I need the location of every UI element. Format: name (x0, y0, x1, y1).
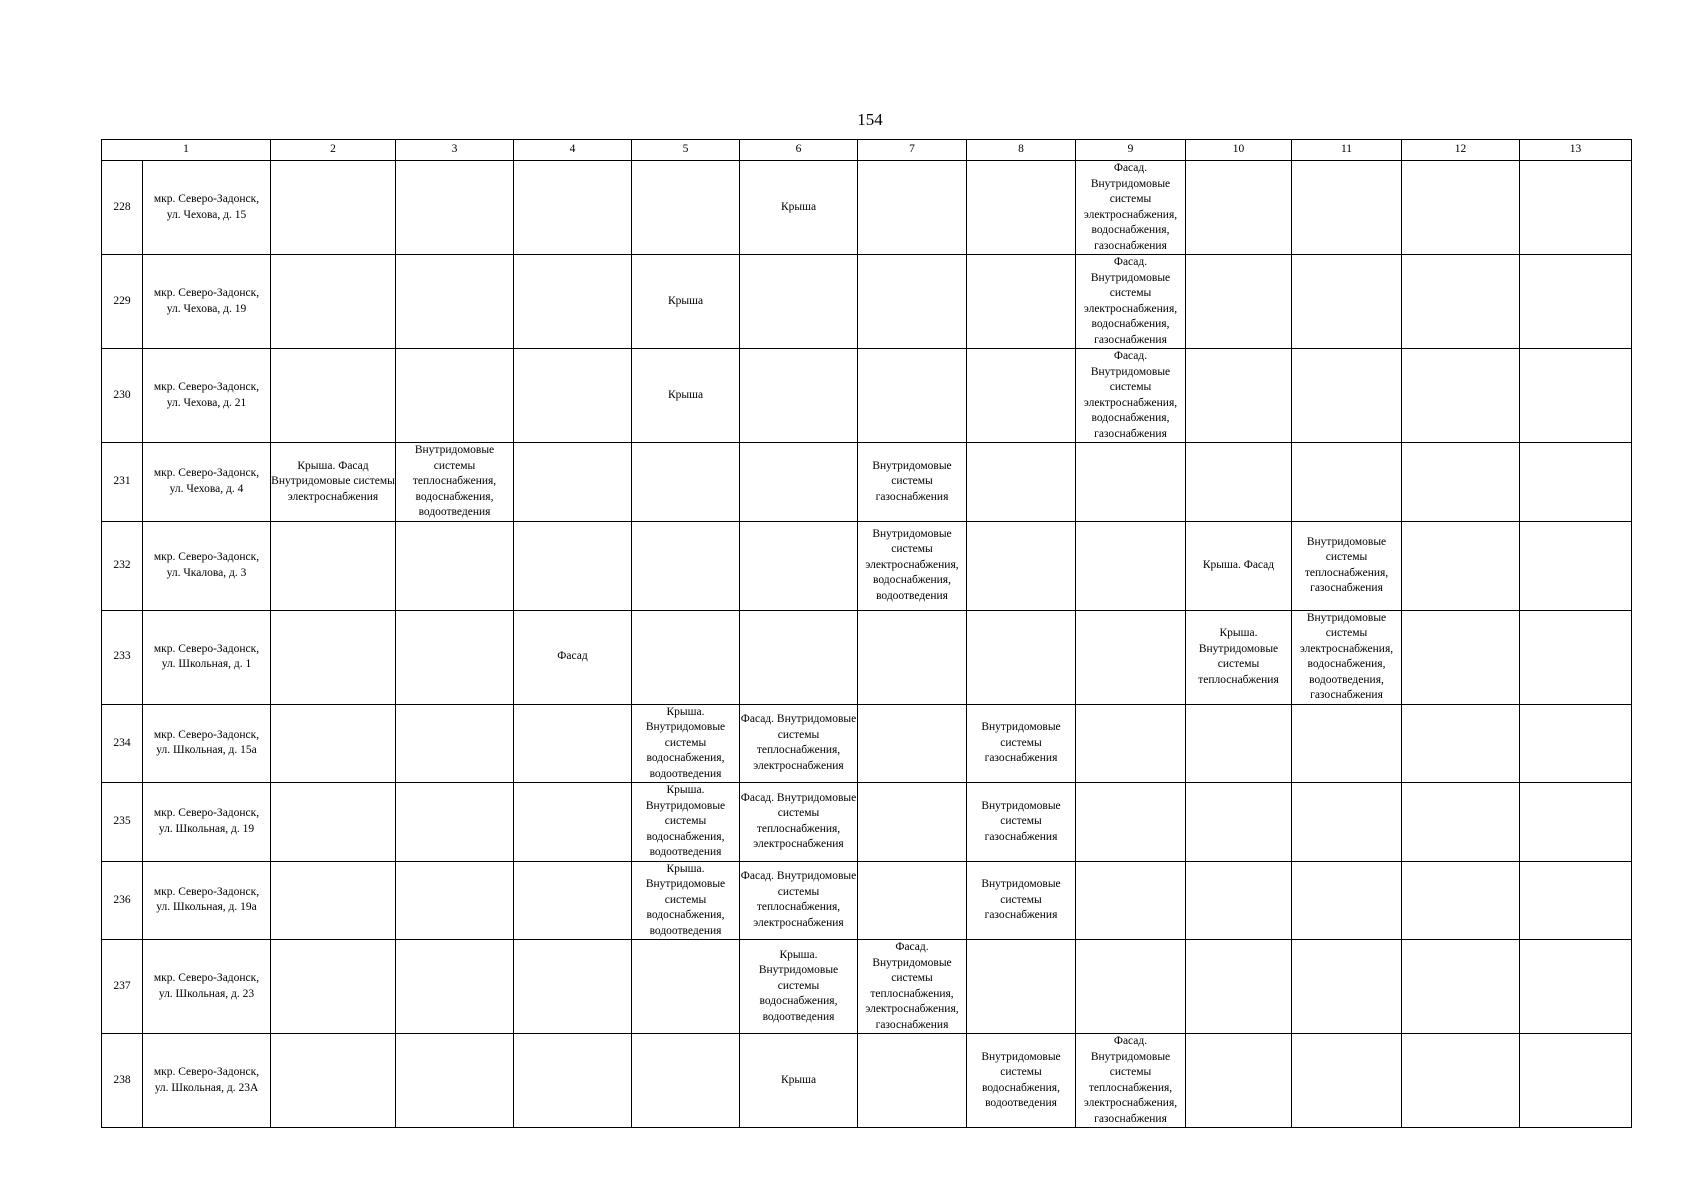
work-cell-col-6 (740, 349, 858, 443)
work-cell-col-5 (632, 521, 740, 610)
work-cell-col-6: Фасад. Внутридомовые системы теплоснабжения, электроснабжения (740, 704, 858, 783)
work-cell-col-4 (514, 861, 632, 940)
address-line: ул. Школьная, д. 19 (158, 822, 255, 835)
address-line: ул. Школьная, д. 23А (154, 1081, 259, 1094)
column-header: 9 (1076, 140, 1186, 161)
work-cell-col-5 (632, 940, 740, 1034)
address-line: мкр. Северо-Задонск, (153, 885, 260, 898)
work-cell-col-12 (1402, 940, 1520, 1034)
work-cell-col-6 (740, 255, 858, 349)
row-number: 235 (102, 783, 143, 862)
work-cell-col-5: Крыша. Внутридомовые системы водоснабжения, водоотведения (632, 704, 740, 783)
work-cell-col-7 (858, 704, 967, 783)
work-cell-col-12 (1402, 255, 1520, 349)
work-cell-col-11 (1292, 161, 1402, 255)
work-cell-col-7 (858, 349, 967, 443)
work-cell-col-8: Внутридомовые системы газоснабжения (967, 783, 1076, 862)
work-cell-col-10: Крыша. Фасад (1186, 521, 1292, 610)
row-number: 228 (102, 161, 143, 255)
address-line: мкр. Северо-Задонск, (153, 287, 260, 299)
address-cell (143, 349, 271, 443)
work-cell-col-10 (1186, 704, 1292, 783)
column-header: 12 (1402, 140, 1520, 161)
work-cell-col-6 (740, 610, 858, 704)
column-header: 13 (1520, 140, 1632, 161)
work-cell-col-11: Внутридомовые системы теплоснабжения, газоснабжения (1292, 521, 1402, 610)
work-cell-col-9 (1076, 783, 1186, 862)
work-cell-col-11 (1292, 940, 1402, 1034)
work-cell-col-8: Внутридомовые системы газоснабжения (967, 861, 1076, 940)
address-line: мкр. Северо-Задонск, (153, 193, 260, 205)
work-cell-col-11 (1292, 783, 1402, 862)
row-number: 232 (102, 521, 143, 610)
work-cell-col-11 (1292, 704, 1402, 783)
work-cell-col-10: Крыша. Внутридомовые системы теплоснабжения (1186, 610, 1292, 704)
work-cell-col-10 (1186, 783, 1292, 862)
work-cell-col-3 (396, 349, 514, 443)
work-cell-col-13 (1520, 704, 1632, 783)
work-cell-col-4 (514, 161, 632, 255)
work-cell-col-10 (1186, 861, 1292, 940)
work-cell-col-12 (1402, 443, 1520, 522)
work-cell-col-11: Внутридомовые системы электроснабжения, водоснабжения, водоотведения, газоснабжения (1292, 610, 1402, 704)
column-header: 11 (1292, 140, 1402, 161)
table-row (102, 443, 1632, 522)
work-cell-col-6: Крыша (740, 1034, 858, 1128)
work-cell-col-13 (1520, 783, 1632, 862)
work-cell-col-7 (858, 783, 967, 862)
work-cell-col-6: Фасад. Внутридомовые системы теплоснабжения, электроснабжения (740, 861, 858, 940)
address-line: мкр. Северо-Задонск, (153, 551, 260, 563)
work-cell-col-11 (1292, 861, 1402, 940)
work-cell-col-13 (1520, 610, 1632, 704)
table-row (102, 704, 1632, 783)
row-number: 233 (102, 610, 143, 704)
row-number: 237 (102, 940, 143, 1034)
address-cell (143, 783, 271, 862)
address-line: мкр. Северо-Задонск, (153, 642, 260, 655)
table-row (102, 610, 1632, 704)
work-cell-col-5: Крыша (632, 255, 740, 349)
address-cell (143, 704, 271, 783)
table-row (102, 1034, 1632, 1128)
work-cell-col-9 (1076, 940, 1186, 1034)
work-cell-col-3 (396, 610, 514, 704)
work-cell-col-9: Фасад. Внутридомовые системы электроснабжения, водоснабжения, газоснабжения (1076, 255, 1186, 349)
column-header: 5 (632, 140, 740, 161)
work-cell-col-8 (967, 610, 1076, 704)
work-cell-col-3 (396, 255, 514, 349)
address-line: ул. Школьная, д. 19а (156, 901, 257, 914)
table-row (102, 255, 1632, 349)
address-line: ул. Чехова, д. 19 (166, 302, 247, 315)
work-cell-col-10 (1186, 940, 1292, 1034)
work-cell-col-2 (271, 1034, 396, 1128)
work-cell-col-13 (1520, 349, 1632, 443)
work-cell-col-2 (271, 783, 396, 862)
address-line: ул. Чехова, д. 4 (169, 482, 244, 495)
work-cell-col-9 (1076, 443, 1186, 522)
work-cell-col-8: Внутридомовые системы водоснабжения, водоотведения (967, 1034, 1076, 1128)
work-cell-col-9 (1076, 521, 1186, 610)
work-cell-col-7 (858, 1034, 967, 1128)
address-line: ул. Школьная, д. 15а (156, 744, 257, 757)
column-header: 6 (740, 140, 858, 161)
work-cell-col-12 (1402, 521, 1520, 610)
work-cell-col-3 (396, 521, 514, 610)
work-cell-col-2: Крыша. Фасад Внутридомовые системы электроснабжения (271, 443, 396, 522)
work-cell-col-4 (514, 255, 632, 349)
work-cell-col-5 (632, 610, 740, 704)
work-cell-col-11 (1292, 255, 1402, 349)
address-line: ул. Школьная, д. 23 (158, 987, 255, 1000)
work-cell-col-6: Крыша. Внутридомовые системы водоснабжения, водоотведения (740, 940, 858, 1034)
address-line: мкр. Северо-Задонск, (153, 728, 260, 741)
work-cell-col-2 (271, 161, 396, 255)
address-cell (143, 1034, 271, 1128)
address-line: ул. Школьная, д. 1 (161, 658, 252, 670)
address-line: мкр. Северо-Задонск, (153, 807, 260, 820)
work-cell-col-3 (396, 783, 514, 862)
work-cell-col-3 (396, 161, 514, 255)
table-row (102, 161, 1632, 255)
work-cell-col-13 (1520, 521, 1632, 610)
work-cell-col-3 (396, 704, 514, 783)
row-number: 231 (102, 443, 143, 522)
work-cell-col-2 (271, 255, 396, 349)
column-header: 10 (1186, 140, 1292, 161)
work-cell-col-10 (1186, 349, 1292, 443)
work-cell-col-7 (858, 255, 967, 349)
work-cell-col-13 (1520, 1034, 1632, 1128)
work-cell-col-11 (1292, 443, 1402, 522)
column-header: 1 (102, 140, 271, 161)
work-cell-col-5: Крыша. Внутридомовые системы водоснабжения, водоотведения (632, 861, 740, 940)
work-cell-col-8 (967, 940, 1076, 1034)
work-cell-col-6 (740, 521, 858, 610)
work-cell-col-5: Крыша (632, 349, 740, 443)
work-cell-col-9 (1076, 610, 1186, 704)
work-cell-col-3 (396, 940, 514, 1034)
work-cell-col-2 (271, 704, 396, 783)
work-cell-col-11 (1292, 349, 1402, 443)
work-cell-col-9 (1076, 861, 1186, 940)
work-cell-col-12 (1402, 704, 1520, 783)
column-header: 7 (858, 140, 967, 161)
table-row (102, 940, 1632, 1034)
work-cell-col-4 (514, 521, 632, 610)
page-number: 154 (857, 110, 883, 129)
work-cell-col-2 (271, 521, 396, 610)
column-header: 3 (396, 140, 514, 161)
work-cell-col-12 (1402, 861, 1520, 940)
work-cell-col-8 (967, 161, 1076, 255)
work-cell-col-5 (632, 161, 740, 255)
address-cell (143, 521, 271, 610)
work-cell-col-3 (396, 861, 514, 940)
work-cell-col-7 (858, 161, 967, 255)
address-line: мкр. Северо-Задонск, (153, 1066, 260, 1078)
work-cell-col-7 (858, 610, 967, 704)
column-header: 8 (967, 140, 1076, 161)
table-row (102, 783, 1632, 862)
address-cell (143, 255, 271, 349)
work-cell-col-8 (967, 443, 1076, 522)
work-cell-col-7: Внутридомовые системы электроснабжения, водоснабжения, водоотведения (858, 521, 967, 610)
address-cell (143, 610, 271, 704)
work-cell-col-9 (1076, 704, 1186, 783)
work-cell-col-8 (967, 349, 1076, 443)
work-cell-col-11 (1292, 1034, 1402, 1128)
work-cell-col-7 (858, 861, 967, 940)
work-cell-col-12 (1402, 161, 1520, 255)
address-line: ул. Чехова, д. 15 (166, 208, 247, 221)
work-cell-col-6 (740, 443, 858, 522)
work-cell-col-13 (1520, 161, 1632, 255)
work-cell-col-8 (967, 255, 1076, 349)
work-cell-col-10 (1186, 443, 1292, 522)
work-cell-col-4 (514, 940, 632, 1034)
table-row (102, 521, 1632, 610)
work-schedule-table (101, 139, 1632, 1128)
row-number: 236 (102, 861, 143, 940)
work-cell-col-7: Фасад. Внутридомовые системы теплоснабжения, электроснабжения, газоснабжения (858, 940, 967, 1034)
work-cell-col-2 (271, 861, 396, 940)
work-cell-col-3: Внутридомовые системы теплоснабжения, водоснабжения, водоотведения (396, 443, 514, 522)
work-cell-col-4 (514, 443, 632, 522)
address-line: ул. Чкалова, д. 3 (166, 566, 247, 579)
table-body (102, 161, 1632, 1128)
column-header: 4 (514, 140, 632, 161)
work-cell-col-4: Фасад (514, 610, 632, 704)
work-cell-col-12 (1402, 349, 1520, 443)
work-cell-col-9: Фасад. Внутридомовые системы электроснабжения, водоснабжения, газоснабжения (1076, 161, 1186, 255)
work-cell-col-5 (632, 443, 740, 522)
address-line: ул. Чехова, д. 21 (166, 396, 247, 409)
work-cell-col-6: Фасад. Внутридомовые системы теплоснабжения, электроснабжения (740, 783, 858, 862)
work-cell-col-7: Внутридомовые системы газоснабжения (858, 443, 967, 522)
work-cell-col-4 (514, 1034, 632, 1128)
work-cell-col-4 (514, 783, 632, 862)
address-cell (143, 940, 271, 1034)
work-cell-col-8: Внутридомовые системы газоснабжения (967, 704, 1076, 783)
work-cell-col-4 (514, 704, 632, 783)
work-cell-col-12 (1402, 1034, 1520, 1128)
address-cell (143, 161, 271, 255)
work-cell-col-8 (967, 521, 1076, 610)
address-cell (143, 861, 271, 940)
work-cell-col-13 (1520, 861, 1632, 940)
work-cell-col-13 (1520, 443, 1632, 522)
address-line: мкр. Северо-Задонск, (153, 467, 260, 480)
work-cell-col-5 (632, 1034, 740, 1128)
address-line: мкр. Северо-Задонск, (153, 381, 260, 393)
work-cell-col-12 (1402, 610, 1520, 704)
work-cell-col-9: Фасад. Внутридомовые системы электроснабжения, водоснабжения, газоснабжения (1076, 349, 1186, 443)
work-cell-col-10 (1186, 1034, 1292, 1128)
column-header: 2 (271, 140, 396, 161)
work-cell-col-10 (1186, 161, 1292, 255)
work-cell-col-2 (271, 940, 396, 1034)
table-row (102, 349, 1632, 443)
work-cell-col-4 (514, 349, 632, 443)
row-number: 229 (102, 255, 143, 349)
row-number: 234 (102, 704, 143, 783)
work-cell-col-2 (271, 349, 396, 443)
work-cell-col-2 (271, 610, 396, 704)
work-cell-col-13 (1520, 255, 1632, 349)
address-line: мкр. Северо-Задонск, (153, 972, 260, 984)
row-number: 238 (102, 1034, 143, 1128)
row-number: 230 (102, 349, 143, 443)
work-cell-col-13 (1520, 940, 1632, 1034)
work-cell-col-12 (1402, 783, 1520, 862)
address-cell (143, 443, 271, 522)
work-cell-col-9: Фасад. Внутридомовые системы теплоснабжения, электроснабжения, газоснабжения (1076, 1034, 1186, 1128)
work-cell-col-10 (1186, 255, 1292, 349)
work-cell-col-3 (396, 1034, 514, 1128)
work-cell-col-5: Крыша. Внутридомовые системы водоснабжения, водоотведения (632, 783, 740, 862)
work-cell-col-6: Крыша (740, 161, 858, 255)
table-row (102, 861, 1632, 940)
header-row (102, 140, 1632, 161)
